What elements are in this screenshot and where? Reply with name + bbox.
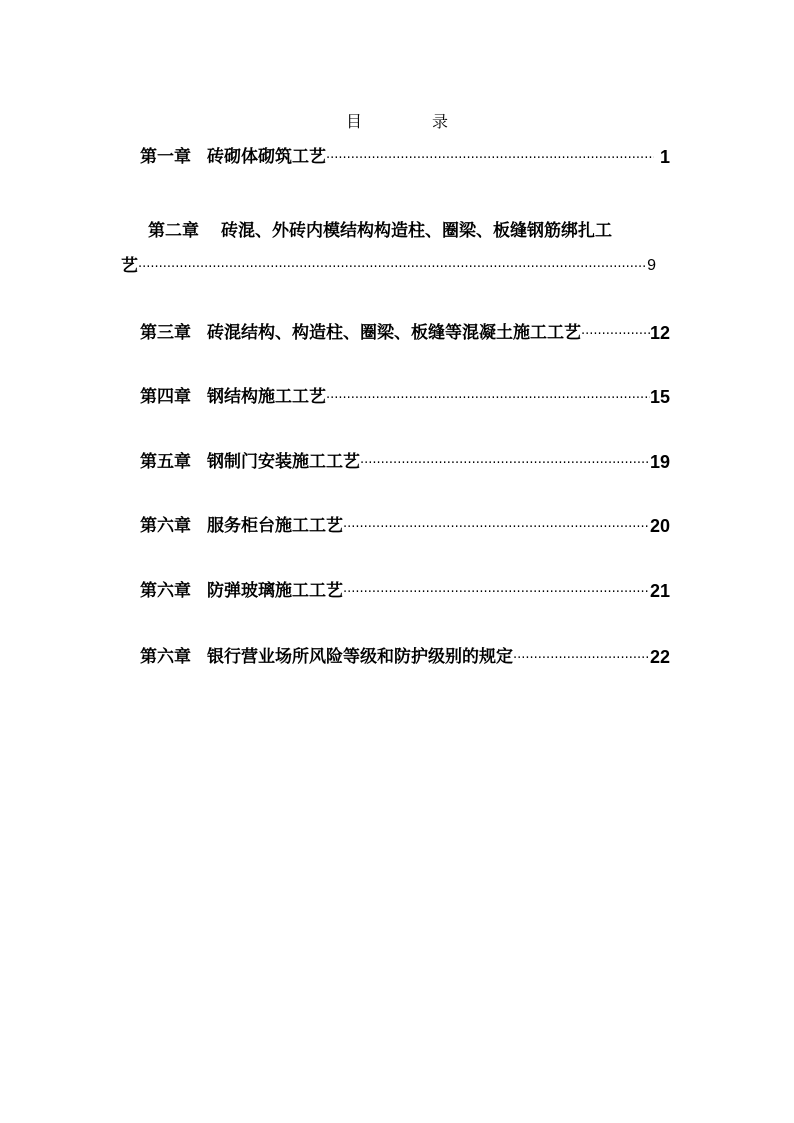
chapter-title: 砖砌体砌筑工艺 <box>207 147 326 167</box>
chapter-number: 第六章 <box>140 581 191 601</box>
page-number: 20 <box>649 516 670 536</box>
dot-leader <box>138 258 647 278</box>
toc-entry-line2[interactable] <box>121 254 656 278</box>
chapter-number: 第四章 <box>140 387 191 407</box>
chapter-title: 防弹玻璃施工工艺 <box>207 581 343 601</box>
chapter-title: 砖混、外砖内模结构构造柱、圈梁、板缝钢筋绑扎工 <box>221 221 612 241</box>
chapter-number: 第一章 <box>140 147 191 167</box>
chapter-number: 第五章 <box>140 452 191 472</box>
chapter-title: 钢制门安装施工工艺 <box>207 452 360 472</box>
chapter-title-continued: 艺 <box>121 256 138 276</box>
toc-entry[interactable] <box>140 645 670 669</box>
chapter-number: 第六章 <box>140 647 191 667</box>
dot-leader <box>360 454 650 474</box>
dot-leader <box>326 389 650 409</box>
toc-entry[interactable] <box>140 514 670 538</box>
page-number: 19 <box>649 452 670 472</box>
page-number: 21 <box>649 581 670 601</box>
chapter-number: 第二章 <box>148 221 199 241</box>
dot-leader <box>581 325 650 345</box>
toc-entry[interactable] <box>140 579 670 603</box>
toc-entry[interactable] <box>140 385 670 409</box>
chapter-title: 银行营业场所风险等级和防护级别的规定 <box>207 647 513 667</box>
page-number: 15 <box>649 387 670 407</box>
chapter-number: 第三章 <box>140 323 191 343</box>
chapter-title: 服务柜台施工工艺 <box>207 516 343 536</box>
dot-leader <box>513 649 650 669</box>
toc-title <box>0 109 794 132</box>
page-number: 9 <box>647 257 656 274</box>
toc-title-right: 录 <box>432 112 449 131</box>
toc-entry[interactable] <box>140 321 670 345</box>
toc-title-left: 目 <box>345 112 362 131</box>
chapter-title: 砖混结构、构造柱、圈梁、板缝等混凝土施工工艺 <box>207 323 581 343</box>
toc-entry-line1[interactable] <box>148 219 678 243</box>
toc-entry[interactable] <box>140 450 670 474</box>
dot-leader <box>326 149 654 169</box>
page-number: 12 <box>649 323 670 343</box>
dot-leader <box>343 518 650 538</box>
dot-leader <box>343 583 650 603</box>
chapter-title: 钢结构施工工艺 <box>207 387 326 407</box>
chapter-number: 第六章 <box>140 516 191 536</box>
page-number: 22 <box>649 647 670 667</box>
page-number: 1 <box>659 147 670 167</box>
toc-entry[interactable] <box>140 145 670 169</box>
